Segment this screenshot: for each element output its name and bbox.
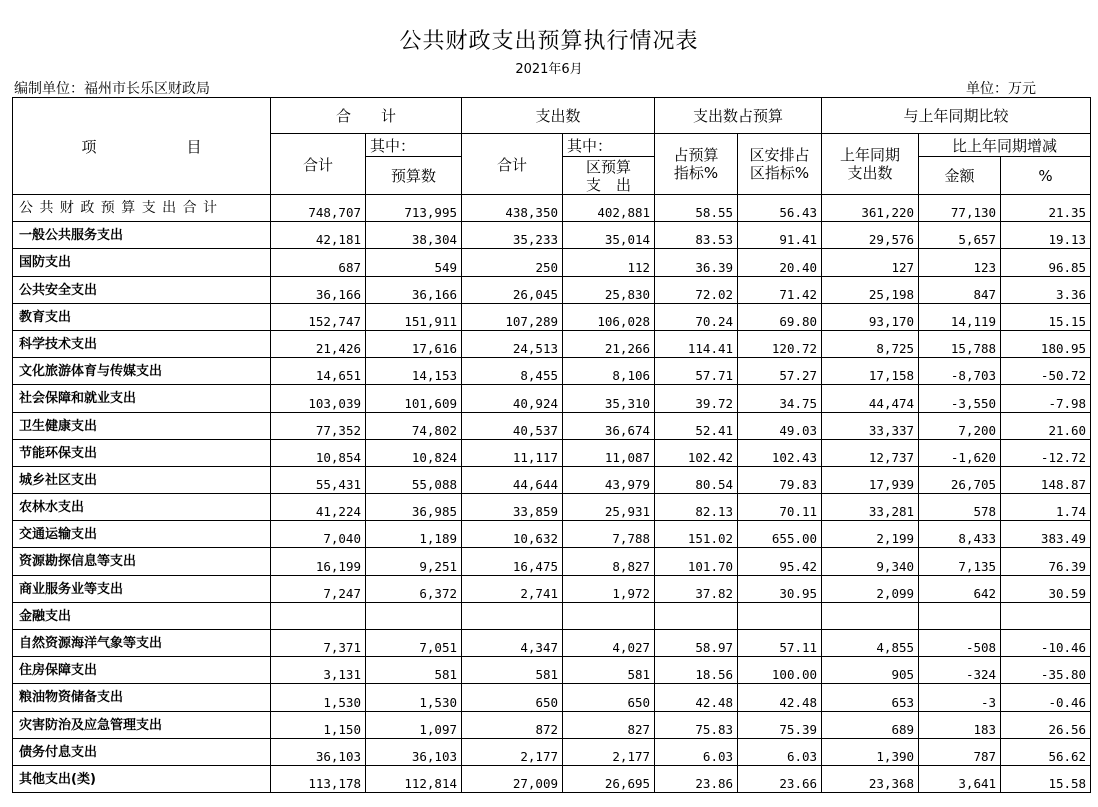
- row-value: 114.41: [655, 330, 738, 357]
- row-value: 3,641: [919, 765, 1001, 792]
- table-row: [13, 412, 1091, 439]
- row-value: 49.03: [738, 412, 822, 439]
- row-value: 581: [563, 657, 655, 684]
- report-title: 公共财政支出预算执行情况表: [399, 29, 699, 54]
- row-label: 国防支出: [13, 249, 271, 276]
- row-value: 30.95: [738, 575, 822, 602]
- row-value: 787: [919, 738, 1001, 765]
- row-value: 6.03: [738, 738, 822, 765]
- row-value: 77,130: [919, 195, 1001, 222]
- row-value: 11,087: [563, 439, 655, 466]
- row-value: 872: [462, 711, 563, 738]
- row-value: 1,189: [366, 521, 462, 548]
- row-value: 16,199: [271, 548, 366, 575]
- table-row: [13, 602, 1091, 629]
- row-value: 21.35: [1001, 195, 1091, 222]
- row-value: 10,632: [462, 521, 563, 548]
- table-row: [13, 765, 1091, 792]
- table-row: [13, 657, 1091, 684]
- row-label: 文化旅游体育与传媒支出: [13, 358, 271, 385]
- header-of-which: 其中：: [366, 134, 462, 157]
- row-value: 15.58: [1001, 765, 1091, 792]
- row-value: [1001, 602, 1091, 629]
- row-value: 549: [366, 249, 462, 276]
- row-value: 7,371: [271, 630, 366, 657]
- row-value: 827: [563, 711, 655, 738]
- row-value: 2,199: [822, 521, 919, 548]
- row-label: 教育支出: [13, 303, 271, 330]
- row-value: 113,178: [271, 765, 366, 792]
- row-value: 689: [822, 711, 919, 738]
- row-value: 25,931: [563, 494, 655, 521]
- row-value: 39.72: [655, 385, 738, 412]
- header-ratio-group: 支出数占预算: [655, 98, 822, 134]
- row-label: 交通运输支出: [13, 521, 271, 548]
- row-label: 金融支出: [13, 602, 271, 629]
- row-value: 7,247: [271, 575, 366, 602]
- row-value: -1,620: [919, 439, 1001, 466]
- row-value: 8,455: [462, 358, 563, 385]
- table-row: [13, 358, 1091, 385]
- row-value: 93,170: [822, 303, 919, 330]
- row-value: 14,651: [271, 358, 366, 385]
- row-value: 57.11: [738, 630, 822, 657]
- row-value: 12,737: [822, 439, 919, 466]
- row-value: 35,233: [462, 222, 563, 249]
- row-value: 41,224: [271, 494, 366, 521]
- row-value: 19.13: [1001, 222, 1091, 249]
- row-value: 748,707: [271, 195, 366, 222]
- row-value: 2,177: [563, 738, 655, 765]
- row-value: 3.36: [1001, 276, 1091, 303]
- row-label: 灾害防治及应急管理支出: [13, 711, 271, 738]
- row-value: 26,695: [563, 765, 655, 792]
- row-value: 151.02: [655, 521, 738, 548]
- header-yoy-group: 与上年同期比较: [822, 98, 1091, 134]
- row-value: 91.41: [738, 222, 822, 249]
- header-amount: 金额: [919, 157, 1001, 195]
- row-value: 95.42: [738, 548, 822, 575]
- row-value: 1,150: [271, 711, 366, 738]
- row-value: 7,135: [919, 548, 1001, 575]
- row-value: 250: [462, 249, 563, 276]
- row-value: 70.24: [655, 303, 738, 330]
- row-value: 43,979: [563, 466, 655, 493]
- row-value: 55,088: [366, 466, 462, 493]
- table-row: [13, 303, 1091, 330]
- row-value: -12.72: [1001, 439, 1091, 466]
- row-value: 9,340: [822, 548, 919, 575]
- row-value: 10,854: [271, 439, 366, 466]
- row-value: 35,014: [563, 222, 655, 249]
- row-value: 101,609: [366, 385, 462, 412]
- row-value: 36.39: [655, 249, 738, 276]
- row-value: 36,166: [366, 276, 462, 303]
- row-value: 33,281: [822, 494, 919, 521]
- row-value: 23,368: [822, 765, 919, 792]
- row-value: 11,117: [462, 439, 563, 466]
- row-value: -3,550: [919, 385, 1001, 412]
- row-value: 44,474: [822, 385, 919, 412]
- row-value: 713,995: [366, 195, 462, 222]
- row-value: [822, 602, 919, 629]
- row-value: 24,513: [462, 330, 563, 357]
- row-value: 26,705: [919, 466, 1001, 493]
- row-value: 25,198: [822, 276, 919, 303]
- table-row: [13, 249, 1091, 276]
- row-value: -324: [919, 657, 1001, 684]
- row-value: 33,859: [462, 494, 563, 521]
- row-value: 75.39: [738, 711, 822, 738]
- row-label: 公 共 财 政 预 算 支 出 合 计: [13, 195, 271, 222]
- row-value: 17,616: [366, 330, 462, 357]
- row-value: 650: [563, 684, 655, 711]
- header-spend-group: 支出数: [462, 98, 655, 134]
- row-label: 粮油物资储备支出: [13, 684, 271, 711]
- row-value: 17,158: [822, 358, 919, 385]
- row-value: 8,827: [563, 548, 655, 575]
- row-value: 26,045: [462, 276, 563, 303]
- row-value: 3,131: [271, 657, 366, 684]
- table-row: [13, 222, 1091, 249]
- header-of-which-2: 其中：: [563, 134, 655, 157]
- row-value: 7,040: [271, 521, 366, 548]
- row-label: 科学技术支出: [13, 330, 271, 357]
- row-value: 127: [822, 249, 919, 276]
- row-label: 城乡社区支出: [13, 466, 271, 493]
- row-label: 商业服务业等支出: [13, 575, 271, 602]
- row-value: 1.74: [1001, 494, 1091, 521]
- row-value: 35,310: [563, 385, 655, 412]
- row-value: 1,972: [563, 575, 655, 602]
- header-total-group: 合 计: [271, 98, 462, 134]
- header-change-group: 比上年同期增减: [919, 134, 1091, 157]
- row-value: -8,703: [919, 358, 1001, 385]
- row-value: 151,911: [366, 303, 462, 330]
- row-value: 14,153: [366, 358, 462, 385]
- row-value: 10,824: [366, 439, 462, 466]
- row-value: 14,119: [919, 303, 1001, 330]
- row-value: 83.53: [655, 222, 738, 249]
- row-value: 581: [366, 657, 462, 684]
- row-value: 37.82: [655, 575, 738, 602]
- row-value: 100.00: [738, 657, 822, 684]
- row-value: 21.60: [1001, 412, 1091, 439]
- row-value: 653: [822, 684, 919, 711]
- row-value: 82.13: [655, 494, 738, 521]
- header-ratio-a: 占预算 指标%: [655, 134, 738, 195]
- row-value: 36,985: [366, 494, 462, 521]
- row-label: 一般公共服务支出: [13, 222, 271, 249]
- header-prev-spend: 上年同期 支出数: [822, 134, 919, 195]
- row-value: 6,372: [366, 575, 462, 602]
- row-value: -10.46: [1001, 630, 1091, 657]
- row-value: 96.85: [1001, 249, 1091, 276]
- row-value: 57.27: [738, 358, 822, 385]
- row-value: 36,166: [271, 276, 366, 303]
- row-value: 7,200: [919, 412, 1001, 439]
- row-value: 8,106: [563, 358, 655, 385]
- row-value: 25,830: [563, 276, 655, 303]
- row-value: 36,103: [366, 738, 462, 765]
- row-value: 102.43: [738, 439, 822, 466]
- row-value: 42.48: [738, 684, 822, 711]
- row-value: 79.83: [738, 466, 822, 493]
- row-value: 72.02: [655, 276, 738, 303]
- header-budget: 预算数: [366, 157, 462, 195]
- table-row: [13, 195, 1091, 222]
- row-value: 42,181: [271, 222, 366, 249]
- row-value: 20.40: [738, 249, 822, 276]
- row-value: -3: [919, 684, 1001, 711]
- row-value: 56.43: [738, 195, 822, 222]
- row-value: 8,725: [822, 330, 919, 357]
- row-value: [271, 602, 366, 629]
- row-label: 资源勘探信息等支出: [13, 548, 271, 575]
- row-value: [919, 602, 1001, 629]
- row-value: 8,433: [919, 521, 1001, 548]
- row-value: 34.75: [738, 385, 822, 412]
- row-value: [366, 602, 462, 629]
- row-value: 4,347: [462, 630, 563, 657]
- row-value: 26.56: [1001, 711, 1091, 738]
- row-value: 71.42: [738, 276, 822, 303]
- row-value: 4,027: [563, 630, 655, 657]
- row-value: 180.95: [1001, 330, 1091, 357]
- row-value: 56.62: [1001, 738, 1091, 765]
- row-value: 2,741: [462, 575, 563, 602]
- row-value: 383.49: [1001, 521, 1091, 548]
- row-value: 1,390: [822, 738, 919, 765]
- row-label: 其他支出(类): [13, 765, 271, 792]
- row-value: [738, 602, 822, 629]
- row-value: 52.41: [655, 412, 738, 439]
- row-value: 2,099: [822, 575, 919, 602]
- row-value: 18.56: [655, 657, 738, 684]
- row-value: 103,039: [271, 385, 366, 412]
- table-row: [13, 630, 1091, 657]
- row-label: 社会保障和就业支出: [13, 385, 271, 412]
- row-value: [655, 602, 738, 629]
- row-value: 6.03: [655, 738, 738, 765]
- row-value: 15,788: [919, 330, 1001, 357]
- table-row: [13, 711, 1091, 738]
- row-value: 9,251: [366, 548, 462, 575]
- table-row: [13, 575, 1091, 602]
- row-value: 148.87: [1001, 466, 1091, 493]
- row-value: 102.42: [655, 439, 738, 466]
- header-ratio-b: 区安排占 区指标%: [738, 134, 822, 195]
- row-value: 80.54: [655, 466, 738, 493]
- row-value: 21,426: [271, 330, 366, 357]
- row-value: 687: [271, 249, 366, 276]
- table-row: [13, 466, 1091, 493]
- row-value: 101.70: [655, 548, 738, 575]
- row-value: 76.39: [1001, 548, 1091, 575]
- table-body: [13, 195, 1091, 793]
- row-value: 655.00: [738, 521, 822, 548]
- row-label: 农林水支出: [13, 494, 271, 521]
- row-value: 7,051: [366, 630, 462, 657]
- row-value: 642: [919, 575, 1001, 602]
- row-value: 23.86: [655, 765, 738, 792]
- row-label: 公共安全支出: [13, 276, 271, 303]
- row-value: 650: [462, 684, 563, 711]
- row-value: 402,881: [563, 195, 655, 222]
- row-value: 112,814: [366, 765, 462, 792]
- row-value: 38,304: [366, 222, 462, 249]
- row-value: 57.71: [655, 358, 738, 385]
- table-header: [13, 98, 1091, 195]
- row-value: 58.97: [655, 630, 738, 657]
- row-value: 77,352: [271, 412, 366, 439]
- row-value: 33,337: [822, 412, 919, 439]
- row-value: 40,924: [462, 385, 563, 412]
- header-item: 项 目: [13, 98, 271, 195]
- row-value: 905: [822, 657, 919, 684]
- row-value: 361,220: [822, 195, 919, 222]
- row-value: 106,028: [563, 303, 655, 330]
- row-value: 36,103: [271, 738, 366, 765]
- budget-execution-table: [12, 97, 1091, 793]
- header-spend-sum: 合计: [462, 134, 563, 195]
- row-value: 44,644: [462, 466, 563, 493]
- row-value: 23.66: [738, 765, 822, 792]
- row-value: 17,939: [822, 466, 919, 493]
- row-value: -0.46: [1001, 684, 1091, 711]
- table-row: [13, 276, 1091, 303]
- row-value: 36,674: [563, 412, 655, 439]
- row-value: -7.98: [1001, 385, 1091, 412]
- row-value: 438,350: [462, 195, 563, 222]
- row-value: 29,576: [822, 222, 919, 249]
- row-value: 21,266: [563, 330, 655, 357]
- row-label: 节能环保支出: [13, 439, 271, 466]
- row-value: 15.15: [1001, 303, 1091, 330]
- row-value: [563, 602, 655, 629]
- table-row: [13, 439, 1091, 466]
- row-value: 4,855: [822, 630, 919, 657]
- row-value: 578: [919, 494, 1001, 521]
- row-label: 自然资源海洋气象等支出: [13, 630, 271, 657]
- row-value: 30.59: [1001, 575, 1091, 602]
- row-value: 1,097: [366, 711, 462, 738]
- row-label: 债务付息支出: [13, 738, 271, 765]
- row-value: [462, 602, 563, 629]
- row-value: 16,475: [462, 548, 563, 575]
- row-value: 112: [563, 249, 655, 276]
- row-label: 卫生健康支出: [13, 412, 271, 439]
- row-value: 69.80: [738, 303, 822, 330]
- row-value: 55,431: [271, 466, 366, 493]
- row-value: 1,530: [271, 684, 366, 711]
- table-row: [13, 738, 1091, 765]
- row-value: 123: [919, 249, 1001, 276]
- row-value: -35.80: [1001, 657, 1091, 684]
- row-value: 75.83: [655, 711, 738, 738]
- row-value: 152,747: [271, 303, 366, 330]
- table-row: [13, 385, 1091, 412]
- header-district-budget: 区预算 支 出: [563, 157, 655, 195]
- report-date: 2021年6月: [515, 62, 583, 77]
- row-value: 107,289: [462, 303, 563, 330]
- row-value: 7,788: [563, 521, 655, 548]
- row-value: 183: [919, 711, 1001, 738]
- row-value: 70.11: [738, 494, 822, 521]
- row-value: 120.72: [738, 330, 822, 357]
- header-pct: %: [1001, 157, 1091, 195]
- compiling-unit: 编制单位：福州市长乐区财政局: [14, 81, 210, 97]
- row-value: 1,530: [366, 684, 462, 711]
- table-row: [13, 521, 1091, 548]
- row-value: -50.72: [1001, 358, 1091, 385]
- row-value: 2,177: [462, 738, 563, 765]
- header-total-sum: 合计: [271, 134, 366, 195]
- table-row: [13, 684, 1091, 711]
- currency-unit: 单位：万元: [966, 81, 1036, 97]
- table-row: [13, 494, 1091, 521]
- row-value: 581: [462, 657, 563, 684]
- table-row: [13, 330, 1091, 357]
- row-value: 27,009: [462, 765, 563, 792]
- row-label: 住房保障支出: [13, 657, 271, 684]
- row-value: 847: [919, 276, 1001, 303]
- row-value: 74,802: [366, 412, 462, 439]
- row-value: 42.48: [655, 684, 738, 711]
- row-value: 40,537: [462, 412, 563, 439]
- row-value: 58.55: [655, 195, 738, 222]
- row-value: -508: [919, 630, 1001, 657]
- table-row: [13, 548, 1091, 575]
- row-value: 5,657: [919, 222, 1001, 249]
